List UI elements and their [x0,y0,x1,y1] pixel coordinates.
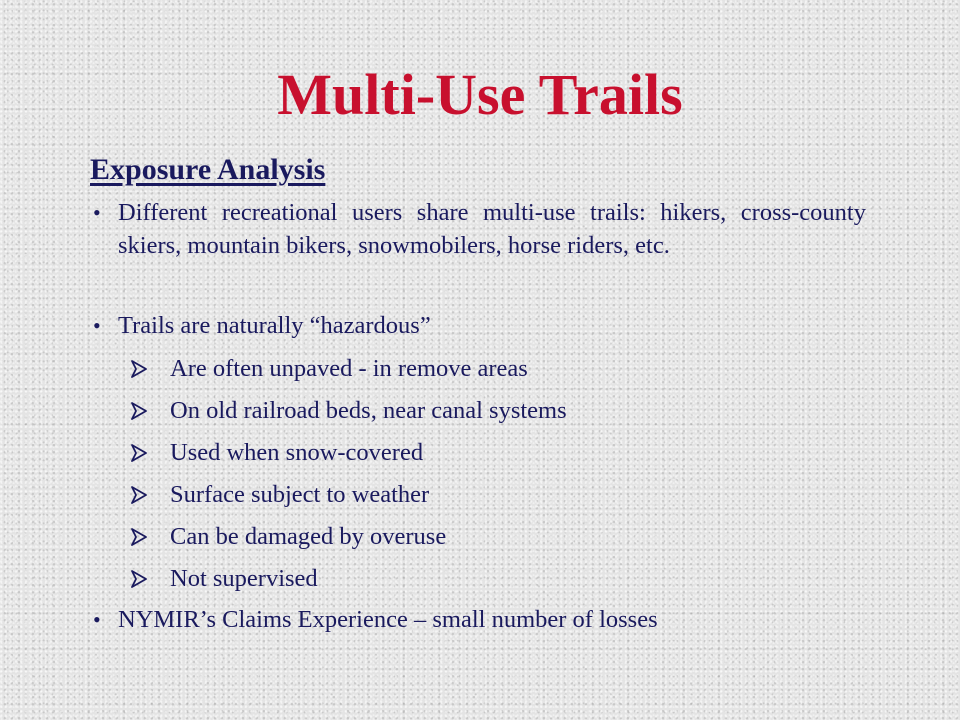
section-heading: Exposure Analysis [90,153,326,186]
arrowhead-icon [130,444,148,462]
sub-item [170,436,423,469]
bullet-text: NYMIR’s Claims Experience – small number of losses [118,606,658,633]
slide-title: Multi-Use Trails [277,62,683,127]
arrowhead-icon [130,486,148,504]
sub-item-text: Can be damaged by overuse [170,523,447,550]
sub-item-text: Not supervised [170,565,318,592]
sub-item [170,394,567,427]
bullet-item [93,309,866,342]
bullet-dot-icon: • [93,607,101,632]
sub-item-text: Surface subject to weather [170,481,430,508]
sub-item [170,562,318,595]
arrowhead-icon [130,360,148,378]
bullet-dot-icon: • [93,200,101,225]
arrowhead-icon [130,528,148,546]
sub-item [170,520,446,553]
sub-item-text: Are often unpaved - in remove areas [170,355,528,382]
arrowhead-icon [130,402,148,420]
sub-item-text: On old railroad beds, near canal systems [170,397,567,424]
bullet-dot-icon: • [93,313,101,338]
sub-item [170,352,528,385]
bullet-item [93,603,866,636]
bullet-text: Different recreational users share multi-use trails: hikers, cross-county skiers, mountain bikers, snowmobilers, horse riders, etc. [118,199,866,259]
sub-item-text: Used when snow-covered [170,439,424,466]
sub-item [170,478,429,511]
arrowhead-icon [130,570,148,588]
bullet-item [93,196,866,262]
bullet-text: Trails are naturally “hazardous” [118,312,431,339]
